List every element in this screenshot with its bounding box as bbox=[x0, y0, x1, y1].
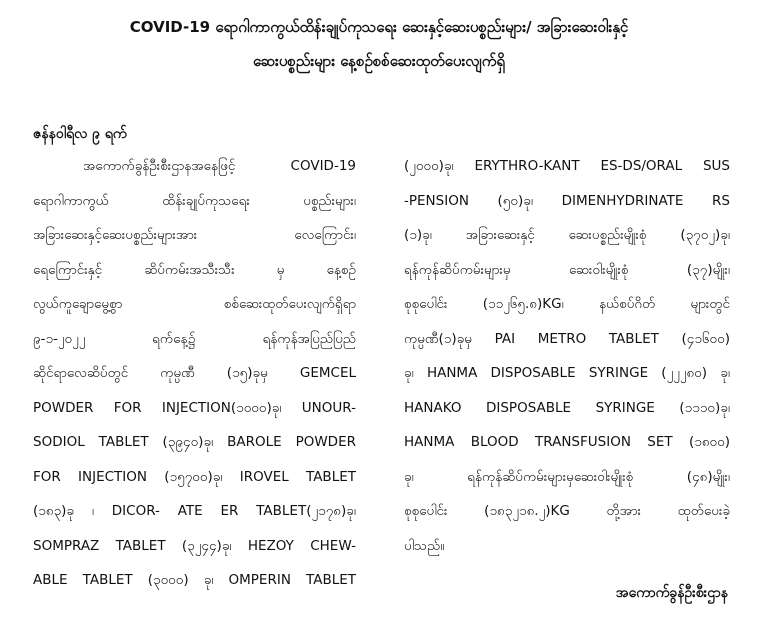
body-line: HANAKO DISPOSABLE SYRINGE (၁၁၁၀)ခု၊ bbox=[404, 399, 730, 416]
document-title-line-1: COVID-19 ရောဂါကာကွယ်ထိန်းချုပ်ကုသရေး ဆေးနှင့်ဆေးပစ္စည်းများ/ အခြားဆေးဝါးနှင့် bbox=[129, 18, 629, 36]
body-line: စုစုပေါင်း (၁၈၃၂၁၈.၂)KG တို့အား ထုတ်ပေးခဲ့ bbox=[404, 503, 730, 519]
right-text-column bbox=[404, 154, 730, 568]
body-line: ပါသည်။ bbox=[404, 537, 445, 554]
body-line: ကုမ္ပဏီ(၁)ခုမှ PAI METRO TABLET (၄၁၆၀၀) bbox=[404, 330, 730, 347]
body-line: HANMA BLOOD TRANSFUSION SET (၁၈၀၀) bbox=[404, 434, 730, 450]
body-line: POWDER FOR INJECTION(၁၀၀၀)ခု၊ UNOUR- bbox=[33, 399, 356, 416]
document-date: ဇန်နဝါရီလ ၉ ရက် bbox=[33, 126, 127, 142]
body-line: လွယ်ကူချောမွေ့စွာ စစ်ဆေးထုတ်ပေးလျက်ရှိရာ bbox=[33, 296, 356, 312]
body-line: SODIOL TABLET (၃၉၄၀)ခု၊ BAROLE POWDER bbox=[33, 434, 356, 450]
body-line: (၁)ခု၊ အခြားဆေးနှင့် ဆေးပစ္စည်းမျိုးစုံ (၃၇၀၂)ခု၊ bbox=[404, 227, 730, 243]
body-line: အကောက်ခွန်ဦးစီးဌာနအနေဖြင့် COVID-19 bbox=[83, 158, 356, 174]
body-line: စုစုပေါင်း (၁၁၂၆၅.၈)KG၊ နယ်စပ်ဂိတ် များတွင် bbox=[404, 296, 730, 312]
body-line: အခြားဆေးနှင့်ဆေးပစ္စည်းများအား လေကြောင်း၊ bbox=[33, 227, 356, 243]
body-line: ၉-၁-၂၀၂၂ ရက်နေ့၌ ရန်ကုန်အပြည်ပြည် bbox=[33, 330, 356, 347]
body-line: ရေကြောင်းနှင့် ဆိပ်ကမ်းအသီးသီး မှ နေ့စဉ် bbox=[33, 261, 356, 278]
body-line: ဆိုင်ရာလေဆိပ်တွင် ကုမ္ပဏီ (၁၅)ခုမှ GEMCEL bbox=[33, 365, 356, 381]
body-line: (၁၈၃)ခု ၊ DICOR- ATE ER TABLET(၂၁၇၈)ခု၊ bbox=[33, 503, 356, 519]
body-line: ခု၊ ရန်ကုန်ဆိပ်ကမ်းများမှဆေးဝါးမျိုးစုံ (၄၈)မျိုး၊ bbox=[404, 468, 730, 485]
left-text-column bbox=[33, 154, 356, 603]
body-line: ABLE TABLET (၃၀၀၀) ခု၊ OMPERIN TABLET bbox=[33, 572, 356, 588]
body-line: ရန်ကုန်ဆိပ်ကမ်းများမှ ဆေးဝါးမျိုးစုံ (၃၇)မျိုး၊ bbox=[404, 261, 730, 278]
body-line: (၂၀၀၀)ခု၊ ERYTHRO-KANT ES-DS/ORAL SUS bbox=[404, 158, 730, 174]
body-line: SOMPRAZ TABLET (၃၂၄၄)ခု၊ HEZOY CHEW- bbox=[33, 537, 356, 554]
body-line: -PENSION (၅၀)ခု၊ DIMENHYDRINATE RS bbox=[404, 192, 730, 209]
document-title-line-2: ဆေးပစ္စည်းများ နေ့စဉ်စစ်ဆေးထုတ်ပေးလျက်ရှိ bbox=[252, 52, 506, 70]
body-line: ရောဂါကာကွယ် ထိန်းချုပ်ကုသရေး ပစ္စည်းများ၊ bbox=[33, 192, 356, 209]
body-line: FOR INJECTION (၁၅၇၀၀)ခု၊ IROVEL TABLET bbox=[33, 468, 356, 485]
signature: အကောက်ခွန်ဦးစီးဌာန bbox=[615, 585, 728, 601]
body-line: ခု၊ HANMA DISPOSABLE SYRINGE (၂၂၂၈၀) ခု၊ bbox=[404, 365, 730, 381]
